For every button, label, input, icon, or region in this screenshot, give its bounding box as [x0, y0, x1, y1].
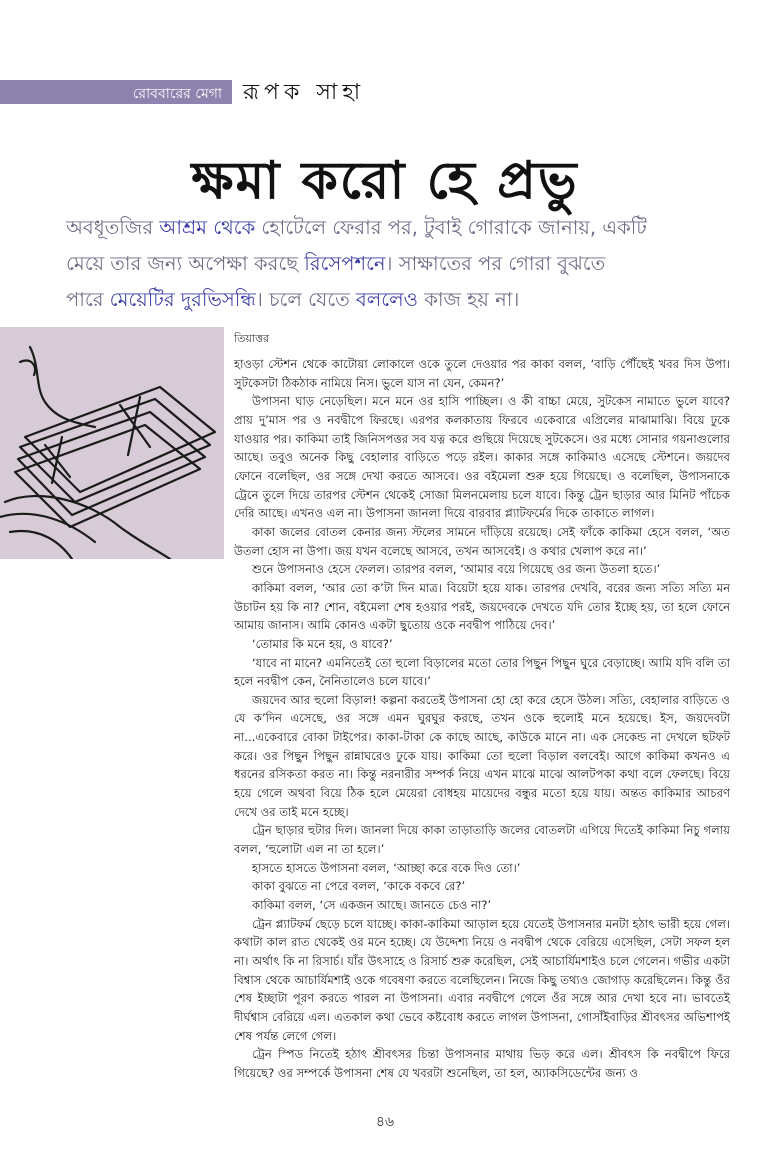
story-paragraph: ‘যাবে না মানে? এমনিতেই তো হুলো বিড়ালের মতো তোর পিছুন পিছুন ঘুরে বেড়াচ্ছে। আমি যদি বলি তা হলে নবদ্বীপ কেন, নৈনিতালেও চলে যাবে।’ [234, 655, 730, 689]
story-body [234, 355, 730, 1083]
story-paragraph: ‘তোমার কি মনে হয়, ও যাবে?’ [252, 636, 393, 651]
story-paragraph: হাওড়া স্টেশন থেকে কাটোয়া লোকালে ওকে তুলে দেওয়ার পর কাকা বলল, ‘বাড়ি পৌঁছেই খবর দিস উপা। সুটকেসটা ঠিকঠাক নামিয়ে নিস। ভুলে যাস না যেন, কেমন?’ [234, 357, 730, 390]
story-paragraph: ট্রেন স্পিড নিতেই হঠাৎ শ্রীবৎসর চিন্তা উপাসনার মাথায় ভিড় করে এল। শ্রীবৎস কি নবদ্বীপে ফিরে গিয়েছে? ওর সম্পর্কে উপাসনা শেষ যে খবরটা শুনেছিল, তা হল, অ্যাকসিডেন্টের জন্য ও [234, 1047, 730, 1080]
series-band [0, 80, 232, 104]
lead-line-2: মেয়ে তার জন্য অপেক্ষা করছে রিসেপশনে। সাক্ষাতের পর গোরা বুঝতে [66, 252, 606, 275]
illustration [0, 327, 224, 559]
story-paragraph: কাকা বুঝতে না পেরে বলল, ‘কাকে বকবে রে?’ [252, 879, 466, 894]
lead-line-3: পারে মেয়েটির দুরভিসন্ধি। চলে যেতে বললেও কাজ হয় না। [66, 288, 520, 311]
story-paragraph: ট্রেন প্ল্যাটফর্ম ছেড়ে চলে যাচ্ছে। কাকা-কাকিমা আড়াল হয়ে যেতেই উপাসনার মনটা হঠাৎ ভারী হয়ে গেল। কথাটা কাল রাত থেকেই ওর মনে হচ্ছে। যে উদ্দেশ্য নিয়ে ও নবদ্বীপ থেকে বেরিয়ে এসেছিল, সেটা সফল হল না। অর্থাৎ কি না রিসার্চ। যাঁর উৎসাহে ও রিসার্চ শুরু করেছিল, সেই আচার্যিমশাইও চলে গেলেন। গভীর একটা বিশ্বাস থেকে আচার্যিমশাই ওকে গবেষণা করতে বলেছিলেন। নিজে কিছু তথ্যও জোগাড় করেছিলেন। কিন্তু ওঁর শেষ ইচ্ছাটা পূরণ করতে পারল না উপাসনা। এবার নবদ্বীপে গেলে ওঁর সঙ্গে আর দেখা হবে না। ভাবতেই দীর্ঘশ্বাস বেরিয়ে এল। এতকাল কথা ভেবে কষ্টবোধ করতে লাগল উপাসনা, গোসাঁইবাড়ির শ্রীবৎসর অভিশাপই শেষ পর্যন্ত লেগে গেল। [234, 916, 730, 1043]
story-paragraph: হাসতে হাসতে উপাসনা বলল, ‘আচ্ছা করে বকে দিও তো।’ [252, 860, 521, 875]
sketch-tickets-illustration [0, 327, 224, 559]
lead-line-1: অবধূতজির আশ্রম থেকে হোটেলে ফেরার পর, টুবাই গোরাকে জানায়, একটি [66, 216, 647, 239]
story-paragraph: কাকিমা বলল, ‘সে একজন আছে। জানতে চেও না?’ [252, 898, 492, 913]
story-paragraph: কাকা জলের বোতল কেনার জন্য স্টলের সামনে দাঁড়িয়ে রয়েছে। সেই ফাঁকে কাকিমা হেসে বলল, ‘অত উতলা হোস না উপা। জয় যখন বলেছে আসবে, তখন আসবেই। ও কথার খেলাপ করে না।’ [234, 524, 730, 558]
page-number: ৪৬ [375, 1114, 395, 1130]
series-label: রোববারের মেগা [132, 86, 222, 102]
author-name: রূপক সাহা [243, 80, 366, 105]
story-paragraph: কাকিমা বলল, ‘আর তো ক’টা দিন মাত্র। বিয়েটা হয়ে যাক। তারপর দেখবি, বরের জন্য সত্যি সত্যি মন উচাটন হয় কি না? শোন, বইমেলা শেষ হওয়ার পরই, জয়দেবকে দেখতে যদি তোর ইচ্ছে হয়, তা হলে ফোনে আমায় জানাস। আমি কোনও একটা ছুতোয় ওকে নবদ্বীপ পাঠিয়ে দেব।’ [234, 580, 730, 633]
story-paragraph: জয়দেব আর হুলো বিড়াল! কল্পনা করতেই উপাসনা হো হো করে হেসে উঠল। সত্যি, বেহালার বাড়িতে ও যে ক’দিন এসেছে, ওর সঙ্গে এমন ঘুরঘুর করছে, তখন ওকে হুলোই মনে হয়েছে। ইস, জয়দেবটা না...একেবারে বোকা টাইপের। কাকা-টাকা কে কাছে আছে, কাউকে মানে না। এক সেকেন্ড না দেখলে ছটফট করে। ওর পিছুন পিছুন রান্নাঘরেও ঢুকে যায়। কাকিমা তো হুলো বিড়াল বলবেই। আগে কাকিমা কখনও এ ধরনের রসিকতা করত না। কিন্তু নরনারীর সম্পর্ক নিয়ে এখন মাঝে মাঝে আলটপকা কথা বলে ফেলছে। বিয়ে হয়ে গেলে অথবা বিয়ে ঠিক হলে মেয়েরা বোধহয় মায়েদের বন্ধুর মতো হয়ে যায়। অন্তত কাকিমার আচরণ দেখে ওর তাই মনে হচ্ছে। [234, 692, 730, 819]
story-paragraph: উপাসনা ঘাড় নেড়েছিল। মনে মনে ওর হাসি পাচ্ছিল। ও কী বাচ্চা মেয়ে, সুটকেস নামাতে ভুলে যাবে? প্রায় দু’মাস পর ও নবদ্বীপে ফিরছে। এরপর কলকাতায় ফিরবে একেবারে এপ্রিলের মাঝামাঝি। বিয়ে ঢুকে যাওয়ার পর। কাকিমা তাই জিনিসপত্তর সব যত্ন করে গুছিয়ে দিয়েছে সুটকেসে। ওর মধ্যে সোনার গয়নাগুলোর আছে। তবুও অনেক কিছু বেহালার বাড়িতে পড়ে রইল। কাকার সঙ্গে কাকিমাও এসেছে স্টেশনে। জয়দেব ফোনে বলেছিল, ওর সঙ্গে দেখা করতে আসবে। ওর বইমেলা শুরু হয়ে গিয়েছে। ও বলেছিল, উপাসনাকে ট্রেনে তুলে দিয়ে তারপর স্টেশন থেকেই সোজা মিলনমেলায় চলে যাবে। কিন্তু ট্রেন ছাড়ার আর মিনিট পাঁচেক দেরি আছে। এখনও এল না। উপাসনা জানলা দিয়ে বারবার প্ল্যাটফর্মের দিকে তাকাতে লাগল। [234, 394, 730, 521]
story-title: ক্ষমা করো হে প্রভু [191, 151, 579, 211]
chapter-number: তিয়াত্তর [234, 332, 269, 345]
story-paragraph: ট্রেন ছাড়ার হুটার দিল। জানলা দিয়ে কাকা তাড়াতাড়ি জলের বোতলটা এগিয়ে দিতেই কাকিমা নিচু গলায় বলল, ‘হুলোটা এল না তা হলে।’ [234, 823, 730, 857]
lead-paragraph [66, 210, 726, 318]
story-paragraph: শুনে উপাসনাও হেসে ফেলল। তারপর বলল, ‘আমার বয়ে গিয়েছে ওর জন্য উতলা হতে।’ [252, 562, 661, 577]
